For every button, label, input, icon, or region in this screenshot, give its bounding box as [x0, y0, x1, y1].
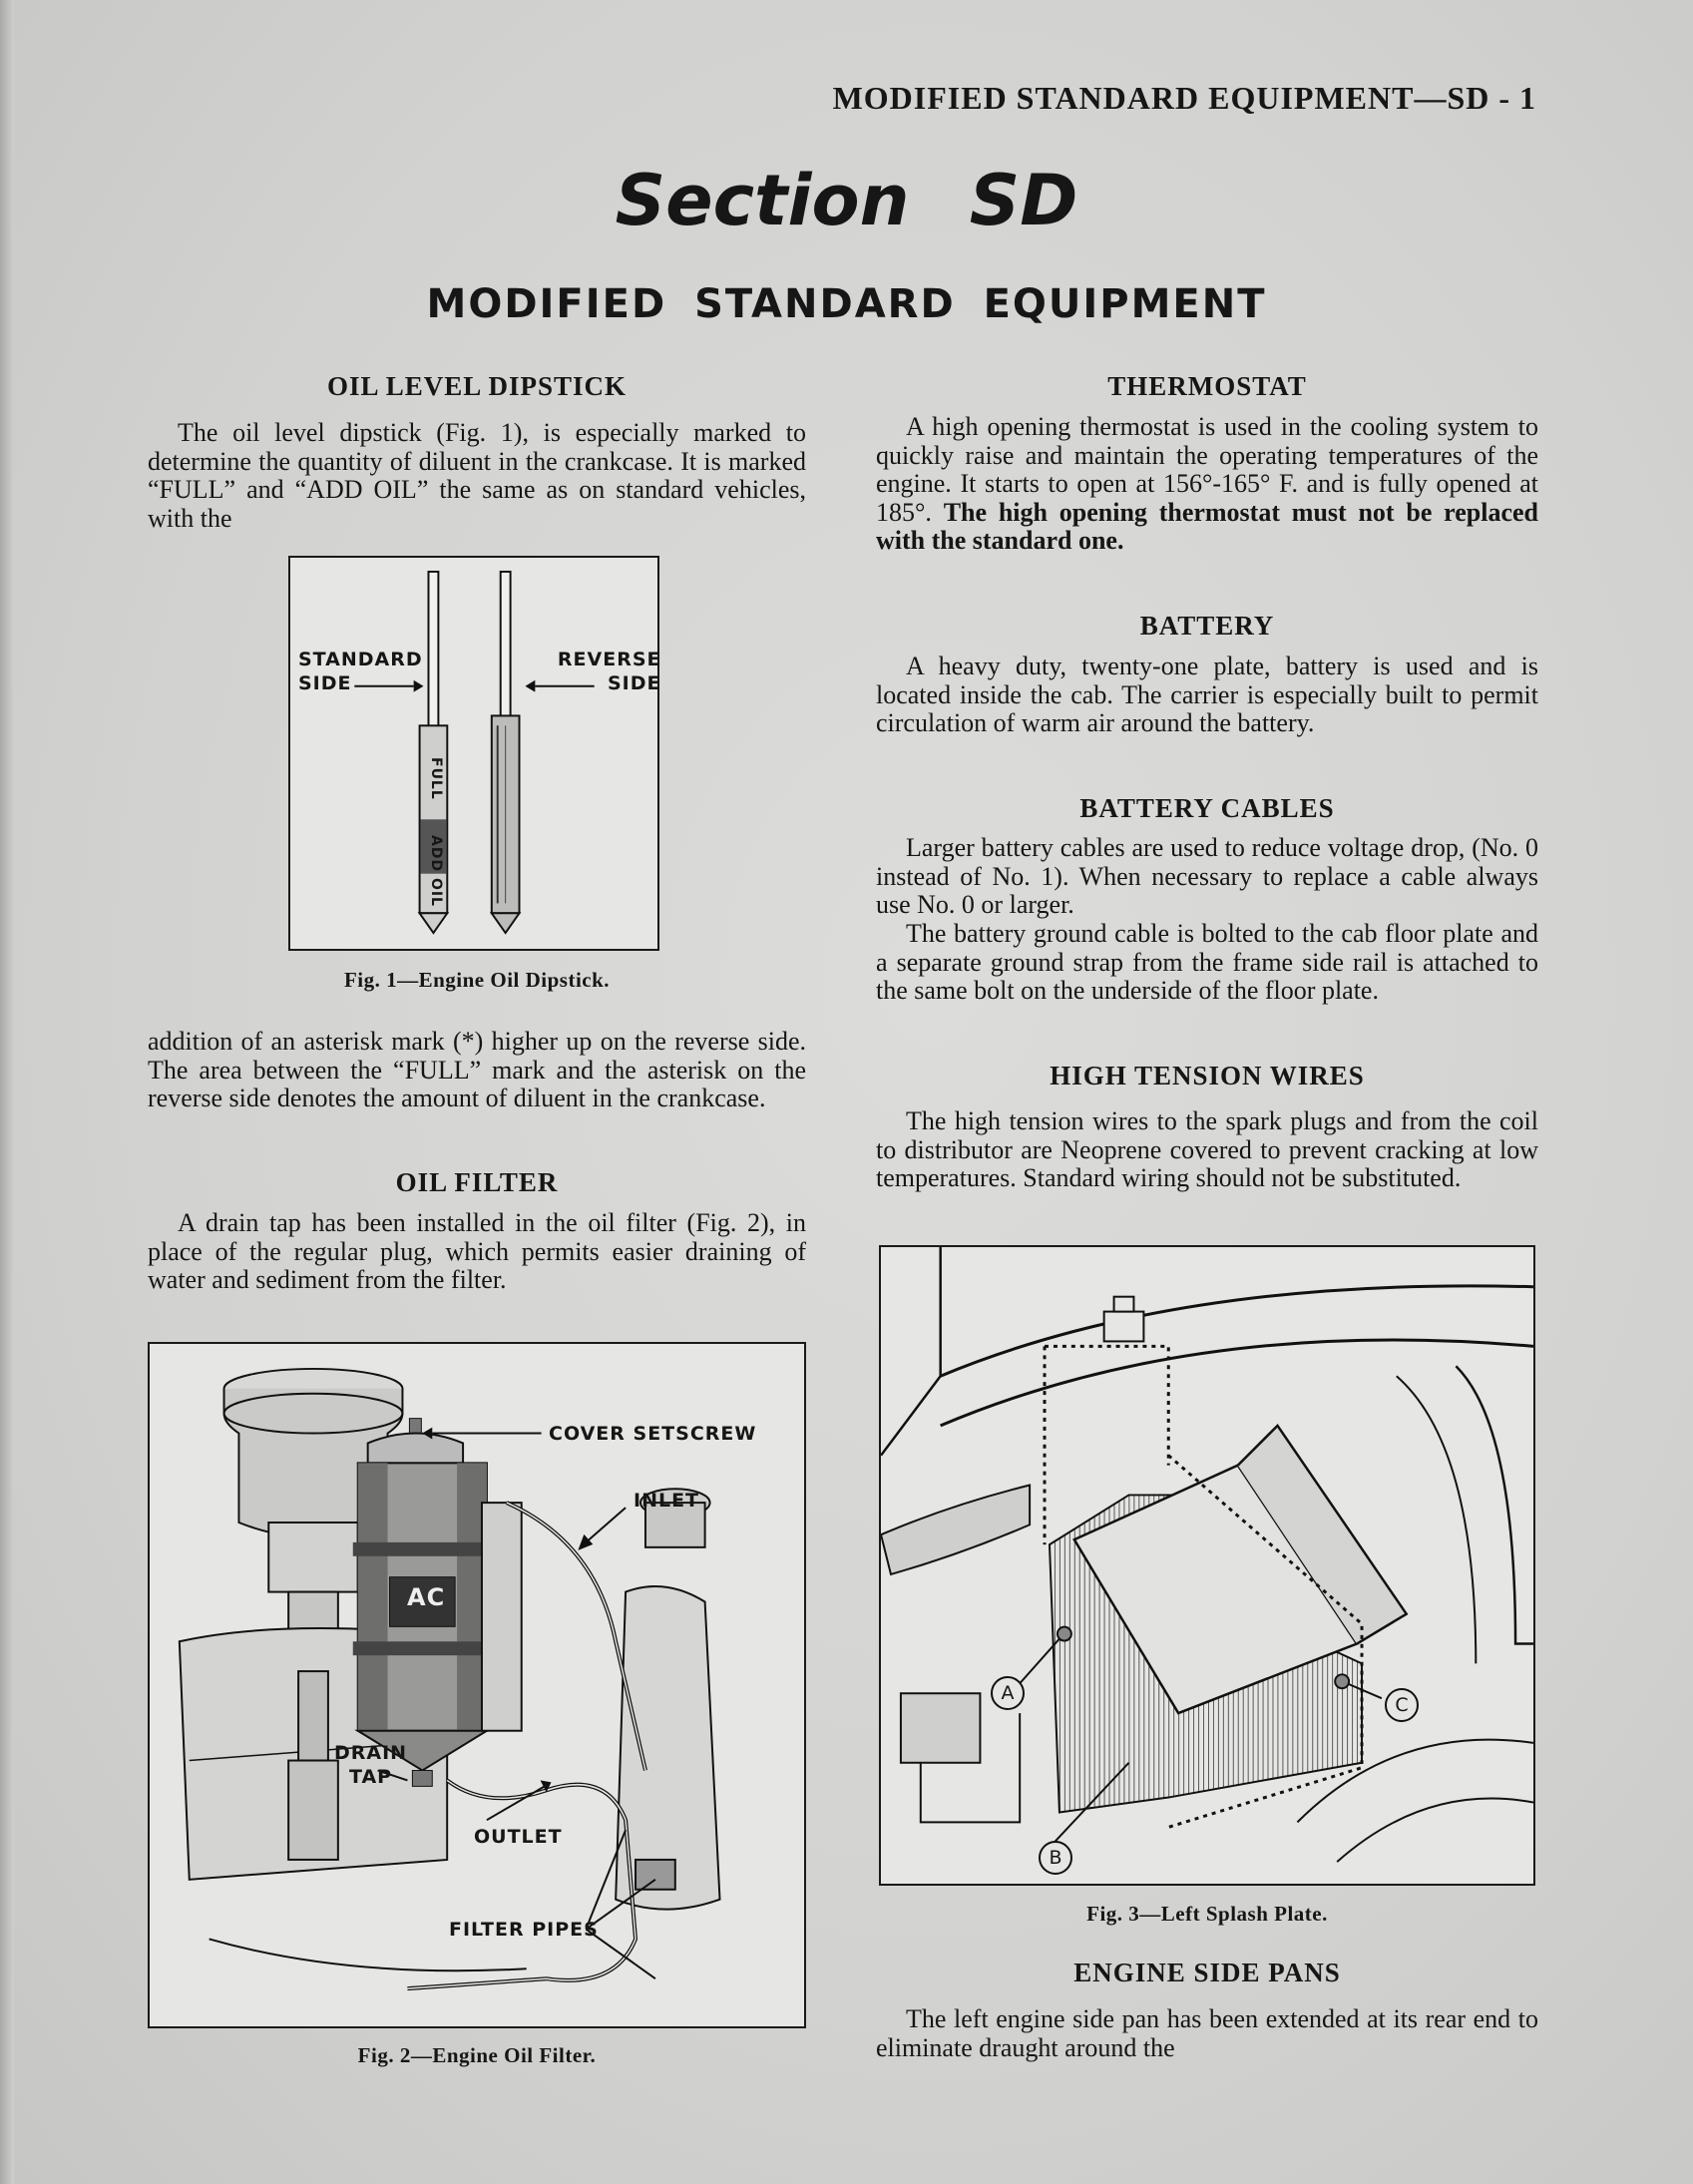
thermostat-paragraph [876, 413, 1538, 556]
mark-full: FULL [428, 757, 444, 800]
dipstick-paragraph-1: The oil level dipstick (Fig. 1), is especially marked to determine the quantity of diluent in the crankcase. It is marked “FULL” and “ADD OIL” the same as on standard vehicles, with the [148, 418, 806, 533]
label-drain-tap [334, 1741, 408, 1789]
filter-heading: OIL FILTER [395, 1167, 559, 1197]
thermostat-text: A high opening thermostat is used in the cooling system to quickly raise and maintain the operating temperatures of the engine. It starts to open at 156°-165° F. and is fully opened at 185°. [876, 412, 1538, 527]
high-tension-wires-paragraph: The high tension wires to the spark plugs and from the coil to distributor are Neoprene covered to prevent cracking at low temperatures. Standard wiring should not be substituted. [876, 1106, 1538, 1193]
running-head: MODIFIED STANDARD EQUIPMENT—SD - 1 [832, 80, 1536, 116]
label-reverse: REVERSE [557, 649, 661, 670]
label-reverse-side-word: SIDE [608, 672, 661, 694]
figure-2-caption: Fig. 2—Engine Oil Filter. [357, 2043, 597, 2067]
callout-b: B [1039, 1841, 1072, 1875]
battery-cables-paragraph-2: The battery ground cable is bolted to the cab floor plate and a separate ground strap from the frame side rail is attached to the same bolt on the underside of the floor plate. [876, 919, 1538, 1006]
dipstick-paragraph-2: addition of an asterisk mark (*) higher up on the reverse side. The area between the “FULL” mark and the asterisk on the reverse side denotes the amount of diluent in the crankcase. [148, 1027, 806, 1113]
filter-paragraph: A drain tap has been installed in the oil filter (Fig. 2), in place of the regular plug, which permits easier draining of water and sediment from the filter. [148, 1208, 806, 1295]
mark-add-oil: ADD OIL [428, 835, 444, 907]
high-tension-wires-heading: HIGH TENSION WIRES [1050, 1061, 1365, 1091]
label-cover-setscrew: COVER SETSCREW [549, 1423, 757, 1445]
label-reverse-side [538, 648, 661, 695]
label-drain: DRAIN [334, 1742, 408, 1764]
figure-1-caption: Fig. 1—Engine Oil Dipstick. [343, 968, 611, 992]
main-title: MODIFIED STANDARD EQUIPMENT [426, 281, 1267, 327]
label-filter-pipes: FILTER PIPES [449, 1919, 599, 1941]
left-column [148, 0, 806, 2184]
label-standard-side [298, 648, 423, 695]
thermostat-warning: The high opening thermostat must not be replaced with the standard one. [876, 497, 1538, 556]
callout-c: C [1385, 1688, 1419, 1722]
right-column [876, 0, 1538, 2184]
thermostat-heading: THERMOSTAT [1107, 371, 1307, 401]
figure-2-oil-filter [148, 1342, 806, 2028]
ac-badge: AC [407, 1583, 446, 1611]
label-standard: STANDARD [298, 649, 423, 670]
figure-3-caption: Fig. 3—Left Splash Plate. [1086, 1902, 1328, 1926]
engine-side-pans-paragraph: The left engine side pan has been extended at its rear end to eliminate draught around the [876, 2004, 1538, 2062]
battery-cables-heading: BATTERY CABLES [1079, 793, 1335, 823]
figure-3-splash-plate [879, 1245, 1535, 1886]
figure-1-dipstick [288, 556, 659, 951]
engine-side-pans-heading: ENGINE SIDE PANS [1073, 1958, 1341, 1987]
callout-a: A [991, 1676, 1025, 1710]
battery-heading: BATTERY [1139, 611, 1275, 641]
splash-plate-drawing [881, 1247, 1533, 1884]
label-outlet: OUTLET [474, 1826, 563, 1848]
battery-cables-paragraph-1: Larger battery cables are used to reduce voltage drop, (No. 0 instead of No. 1). When necessary to replace a cable always use No. 0 or larger. [876, 833, 1538, 920]
label-inlet: INLET [634, 1490, 700, 1512]
label-standard-side-word: SIDE [298, 672, 352, 694]
label-tap: TAP [348, 1766, 393, 1788]
section-title: Section SD [615, 160, 1078, 241]
dipstick-drawing [290, 558, 657, 949]
battery-paragraph: A heavy duty, twenty-one plate, battery is used and is located inside the cab. The carrier is especially built to permit circulation of warm air around the battery. [876, 652, 1538, 738]
dipstick-heading: OIL LEVEL DIPSTICK [326, 371, 628, 401]
